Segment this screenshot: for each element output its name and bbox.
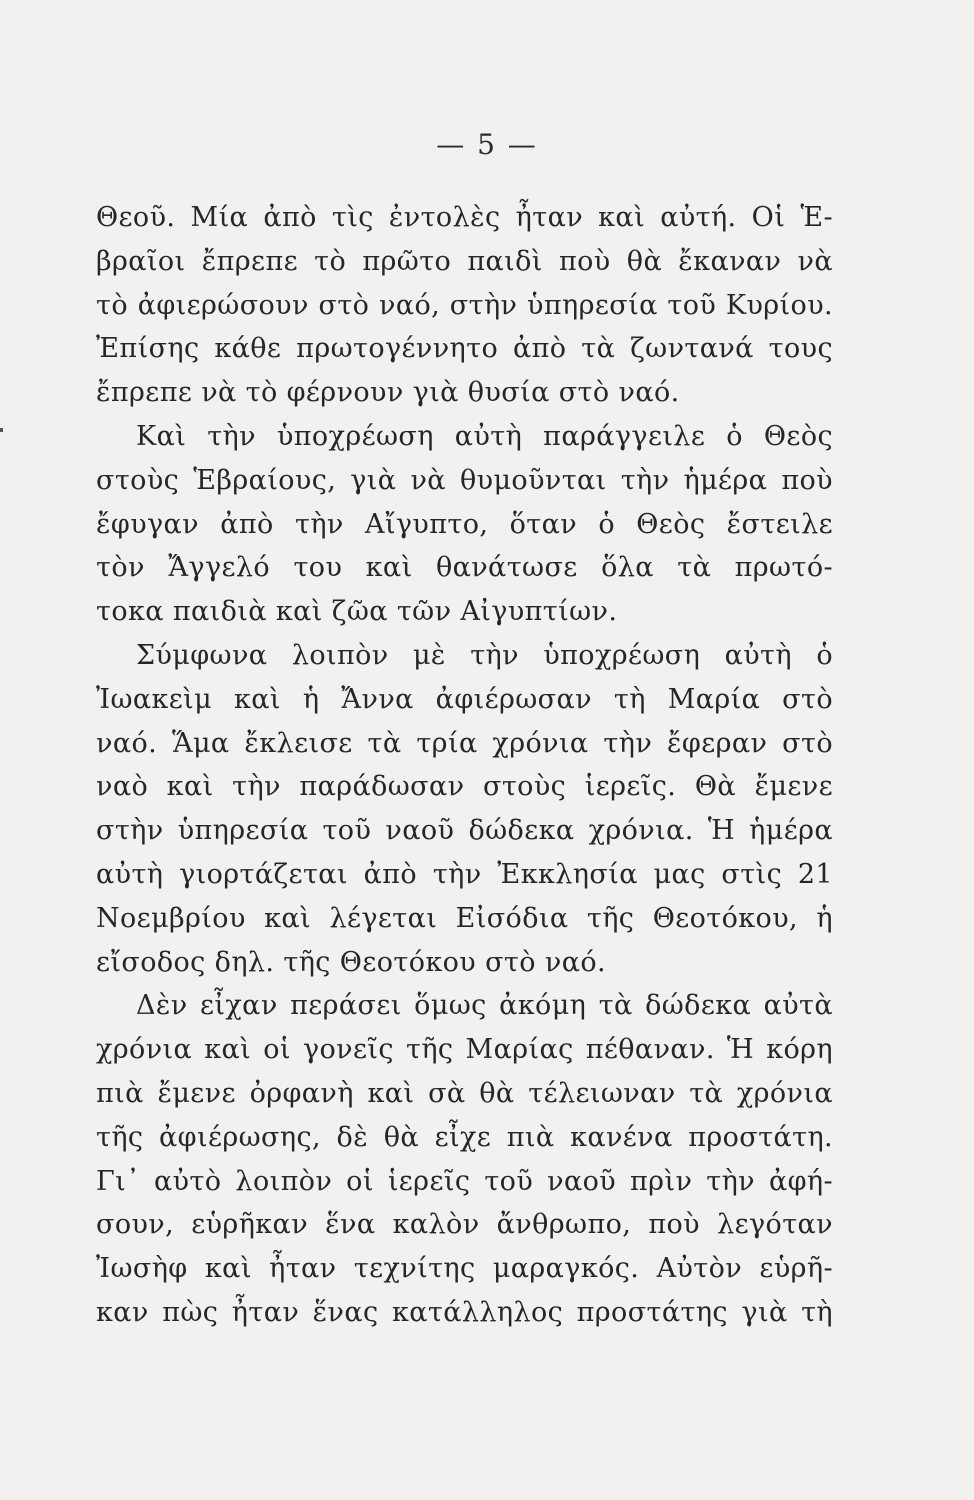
text-line: Ἰωακεὶμ καὶ ἡ Ἄννα ἀφιέρωσαν τὴ Μαρία στὸ [96,683,833,715]
text-line: σουν, εὑρῆκαν ἕνα καλὸν ἄνθρωπο, ποὺ λεγόταν [96,1209,833,1241]
text-line: βραῖοι ἔπρεπε τὸ πρῶτο παιδὶ ποὺ θὰ ἔκαναν νὰ [96,245,833,277]
text-line: στὴν ὑπηρεσία τοῦ ναοῦ δώδεκα χρόνια. Ἡ ἡμέρα [96,815,833,847]
text-line: τὸν Ἄγγελό του καὶ θανάτωσε ὅλα τὰ πρωτό- [96,552,833,584]
text-line: ναό. Ἅμα ἔκλεισε τὰ τρία χρόνια τὴν ἔφεραν στὸ [96,727,833,759]
paragraph-first-line: Σύμφωνα λοιπὸν μὲ τὴν ὑποχρέωση αὐτὴ ὁ [136,639,833,671]
body-text [96,196,833,1335]
text-line: Ἐπίσης κάθε πρωτογέννητο ἀπὸ τὰ ζωντανά τους [96,333,833,365]
text-line: ἔπρεπε νὰ τὸ φέρνουν γιὰ θυσία στὸ ναό. [96,377,680,409]
text-line: αὐτὴ γιορτάζεται ἀπὸ τὴν Ἐκκλησία μας στὶς 21 [96,858,833,890]
text-line: Γι᾽ αὐτὸ λοιπὸν οἱ ἱερεῖς τοῦ ναοῦ πρὶν τὴν ἀφή- [96,1165,833,1197]
text-line: καν πὼς ἦταν ἕνας κατάλληλος προστάτης γιὰ τὴ [96,1296,833,1328]
text-line: εἴσοδος δηλ. τῆς Θεοτόκου στὸ ναό. [96,946,606,978]
text-line: τοκα παιδιὰ καὶ ζῶα τῶν Αἰγυπτίων. [96,596,618,628]
margin-mark [0,428,3,432]
paragraph-first-line: Καὶ τὴν ὑποχρέωση αὐτὴ παράγγειλε ὁ Θεὸς [136,420,833,452]
text-line: ἔφυγαν ἀπὸ τὴν Αἴγυπτο, ὅταν ὁ Θεὸς ἔστειλε [96,508,833,540]
text-line: Θεοῦ. Μία ἀπὸ τὶς ἐντολὲς ἦταν καὶ αὐτή. Οἱ Ἑ- [96,202,833,233]
text-line: πιὰ ἔμενε ὀρφανὴ καὶ σὰ θὰ τέλειωναν τὰ χρόνια [96,1077,833,1109]
text-line: Ἰωσὴφ καὶ ἦταν τεχνίτης μαραγκός. Αὐτὸν εὑρῆ- [96,1253,833,1285]
text-line: τὸ ἀφιερώσουν στὸ ναό, στὴν ὑπηρεσία τοῦ Κυρίου. [96,289,833,321]
text-line: χρόνια καὶ οἱ γονεῖς τῆς Μαρίας πέθαναν. Ἡ κόρη [96,1034,833,1066]
page-number: — 5 — [436,128,538,161]
text-line: Νοεμβρίου καὶ λέγεται Εἰσόδια τῆς Θεοτόκου, ἡ [96,902,833,934]
paragraph-first-line: Δὲν εἶχαν περάσει ὅμως ἀκόμη τὰ δώδεκα αὐτὰ [136,990,833,1022]
text-line: τῆς ἀφιέρωσης, δὲ θὰ εἶχε πιὰ κανένα προστάτη. [96,1121,833,1153]
text-line: ναὸ καὶ τὴν παράδωσαν στοὺς ἱερεῖς. Θὰ ἔμενε [96,771,833,803]
text-line: στοὺς Ἑβραίους, γιὰ νὰ θυμοῦνται τὴν ἡμέρα ποὺ [96,464,833,496]
